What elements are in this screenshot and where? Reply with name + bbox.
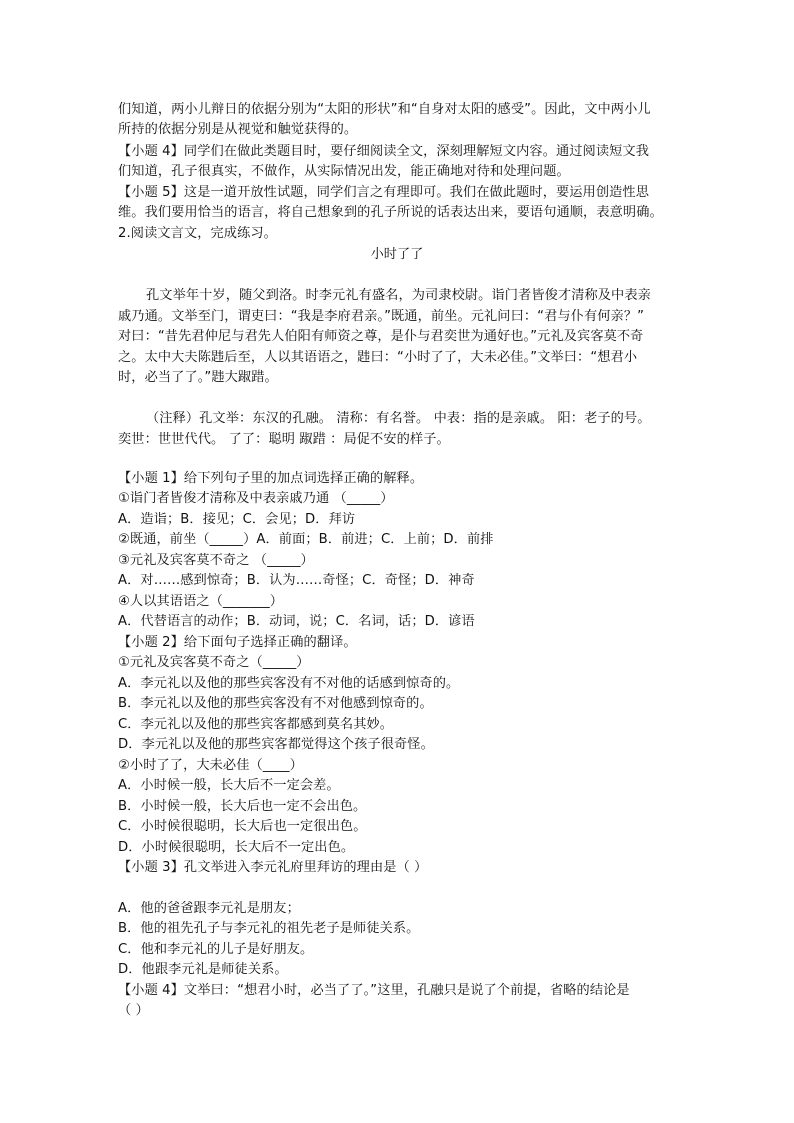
text-line: 戚乃通。文举至门，谓吏曰：“我是李府君亲。”既通，前坐。元礼问曰：“君与仆有何亲？” <box>118 309 645 324</box>
passage-title: 小时了了 <box>370 247 424 262</box>
text-line: 2.阅读文言文，完成练习。 <box>118 226 277 241</box>
text-line: ②小时了了，大未必佳（____） <box>118 758 303 773</box>
text-line: B．李元礼以及他的那些宾客没有不对他感到惊奇的。 <box>118 696 433 711</box>
text-line: 之。太中大夫陈韪后至，人以其语语之，韪曰：“小时了了，大未必佳。”文举曰：“想君小 <box>118 350 638 365</box>
text-line: D．李元礼以及他的那些宾客都觉得这个孩子很奇怪。 <box>118 737 434 752</box>
text-line: B．小时候一般，长大后也一定不会出色。 <box>118 799 367 814</box>
text-line: ②既通，前坐（_____）A．前面；B．前进；C．上前；D．前排 <box>118 532 494 547</box>
text-line: A．代替语言的动作；B．动词，说；C．名词，话；D．谚语 <box>118 614 475 629</box>
text-line: D．小时候很聪明，长大后不一定出色。 <box>118 840 355 855</box>
text-line: 所持的依据分别是从视觉和触觉获得的。 <box>118 122 358 137</box>
text-line: 【小题 1】给下列句子里的加点词选择正确的解释。 <box>118 471 424 486</box>
text-line: D．他跟李元礼是师徒关系。 <box>118 962 288 977</box>
text-line: C．小时候很聪明，长大后也一定很出色。 <box>118 819 367 834</box>
text-line: ①诣门者皆俊才清称及中表亲戚乃通 （_____） <box>118 491 394 506</box>
text-line: A．他的爸爸跟李元礼是朋友； <box>118 901 300 916</box>
text-line: A．造诣；B．接见；C．会见；D．拜访 <box>118 512 356 527</box>
text-line: A．小时候一般，长大后不一定会差。 <box>118 778 340 793</box>
text-line: 【小题 3】孔文举进入李元礼府里拜访的理由是（ ） <box>118 860 428 875</box>
text-line: 时，必当了了。”韪大踧踖。 <box>118 370 278 385</box>
text-line: ③元礼及宾客莫不奇之 （_____） <box>118 553 314 568</box>
text-line: 对曰：“昔先君仲尼与君先人伯阳有师资之尊，是仆与君奕世为通好也。”元礼及宾客莫不奇 <box>118 329 644 344</box>
text-line: 孔文举年十岁，随父到洛。时李元礼有盛名，为司隶校尉。诣门者皆俊才清称及中表亲 <box>146 288 651 303</box>
text-line: A．对……感到惊奇；B．认为……奇怪；C．奇怪；D．神奇 <box>118 573 475 588</box>
text-line: 【小题 4】文举曰：“想君小时，必当了了。”这里，孔融只是说了个前提，省略的结论是 <box>118 983 630 998</box>
text-line: 们知道，两小儿辩日的依据分别为“太阳的形状”和“自身对太阳的感受”。因此，文中两小儿 <box>118 102 651 117</box>
text-line: C．李元礼以及他的那些宾客都感到莫名其妙。 <box>118 717 394 732</box>
text-line: （注释）孔文举：东汉的孔融。 清称：有名誉。 中表：指的是亲戚。 阳：老子的号。 <box>146 411 651 426</box>
text-line: 【小题 4】同学们在做此类题目时，要仔细阅读全文，深刻理解短文内容。通过阅读短文我 <box>118 144 649 159</box>
text-line: B．他的祖先孔子与李元礼的祖先老子是师徒关系。 <box>118 921 420 936</box>
text-line: 维。我们要用恰当的语言，将自己想象到的孔子所说的话表达出来，要语句通顺，表意明确。 <box>118 205 663 220</box>
text-line: （ ） <box>118 1003 149 1018</box>
text-line: C．他和李元礼的儿子是好朋友。 <box>118 942 314 957</box>
text-line: A．李元礼以及他的那些宾客没有不对他的话感到惊奇的。 <box>118 676 460 691</box>
text-line: 【小题 2】给下面句子选择正确的翻译。 <box>118 635 357 650</box>
text-line: 奕世：世世代代。 了了：聪明 踧踖 ：局促不安的样子。 <box>118 432 450 447</box>
text-line: ①元礼及宾客莫不奇之（_____） <box>118 655 310 670</box>
text-line: ④人以其语语之（_______） <box>118 594 284 609</box>
text-line: 【小题 5】这是一道开放性试题，同学们言之有理即可。我们在做此题时，要运用创造性思 <box>118 185 649 200</box>
text-line: 们知道，孔子很真实，不做作，从实际情况出发，能正确地对待和处理问题。 <box>118 164 570 179</box>
